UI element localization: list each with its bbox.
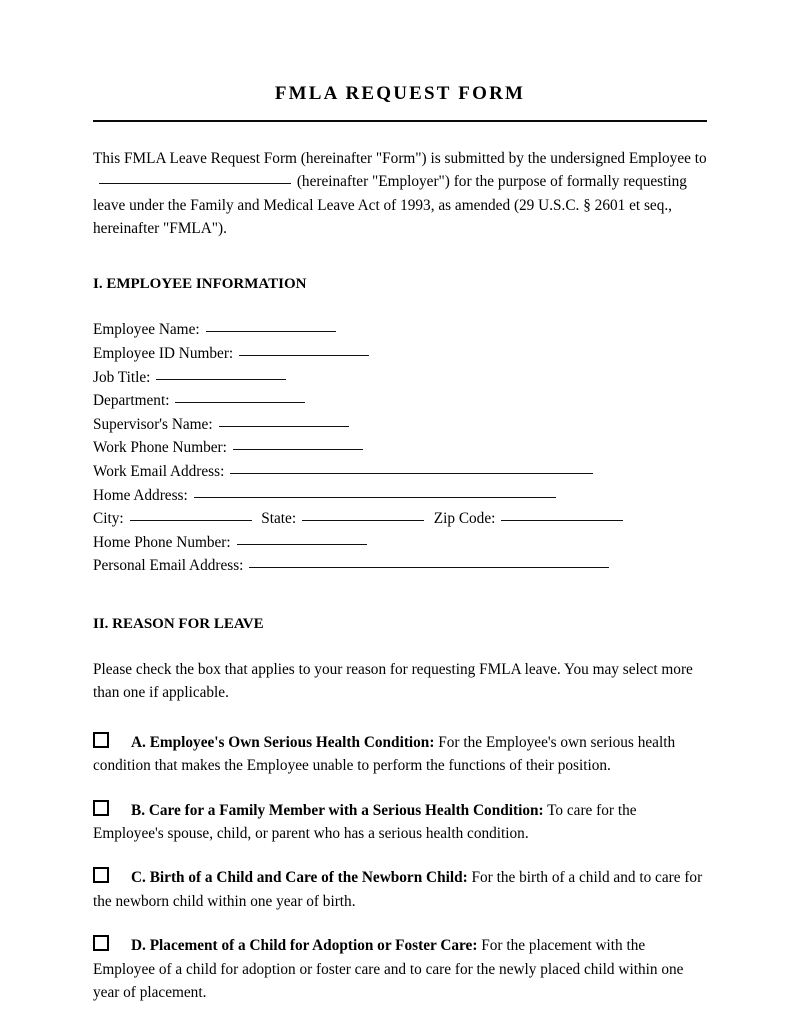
- leave-option-a[interactable]: [93, 731, 707, 778]
- field-blank-department[interactable]: [175, 402, 305, 403]
- reason-instruction-text: Please check the box that applies to your reason for requesting FMLA leave. You may select more than one if applicable.: [93, 660, 693, 702]
- field-blank-work-phone-number[interactable]: [233, 449, 363, 450]
- field-label-employee-id-number: Employee ID Number:: [93, 345, 234, 363]
- field-blank-personal-email-address[interactable]: [249, 567, 609, 568]
- employer-name-blank[interactable]: [99, 183, 291, 184]
- field-blank-zip-code[interactable]: [501, 520, 623, 521]
- field-label-state: State:: [253, 510, 297, 528]
- field-label-personal-email-address: Personal Email Address:: [93, 557, 244, 575]
- employee-information-fields: [93, 318, 707, 578]
- field-row-employee-name: [93, 318, 707, 342]
- field-label-supervisor-s-name: Supervisor's Name:: [93, 415, 213, 433]
- leave-option-b[interactable]: [93, 799, 707, 846]
- document-content: [93, 0, 707, 1004]
- field-row-job-title: [93, 366, 707, 390]
- leave-option-title-b: B. Care for a Family Member with a Serious Health Condition:: [131, 801, 544, 819]
- field-row-city-state-zip: [93, 507, 707, 531]
- field-blank-supervisor-s-name[interactable]: [219, 426, 349, 427]
- leave-option-description-b: To care for the Employee's spouse, child, or parent who has a serious health condition.: [93, 801, 637, 842]
- intro-text-after-blank: (hereinafter "Employer") for the purpose of formally requesting leave under the Family and Medical Leave Act of 1993, as amended (29 U.S.C. § 2601 et seq., hereinafter "FMLA").: [93, 173, 687, 238]
- title-divider: [93, 120, 707, 122]
- field-row-home-phone-number: [93, 531, 707, 555]
- leave-option-title-a: A. Employee's Own Serious Health Condition:: [131, 733, 435, 751]
- leave-option-title-c: C. Birth of a Child and Care of the Newborn Child:: [131, 869, 468, 887]
- leave-option-title-d: D. Placement of a Child for Adoption or Foster Care:: [131, 937, 478, 955]
- field-label-home-phone-number: Home Phone Number:: [93, 533, 231, 551]
- intro-text-before-blank: This FMLA Leave Request Form (hereinafter "Form") is submitted by the undersigned Employee to: [93, 149, 707, 167]
- field-row-supervisor-s-name: [93, 413, 707, 437]
- field-label-work-email-address: Work Email Address:: [93, 462, 225, 480]
- checkbox-b[interactable]: [93, 800, 109, 816]
- field-blank-employee-name[interactable]: [206, 331, 336, 332]
- checkbox-c[interactable]: [93, 867, 109, 883]
- field-row-department: [93, 389, 707, 413]
- leave-option-description-a: For the Employee's own serious health condition that makes the Employee unable to perform the functions of their position.: [93, 733, 676, 775]
- section-heading-employee-information: I. EMPLOYEE INFORMATION: [93, 276, 307, 293]
- field-label-department: Department:: [93, 392, 170, 410]
- intro-paragraph: [93, 147, 707, 241]
- field-label-zip-code: Zip Code:: [426, 510, 496, 528]
- leave-option-d[interactable]: [93, 934, 707, 1004]
- field-label-employee-name: Employee Name:: [93, 321, 200, 339]
- page-title: FMLA REQUEST FORM: [274, 83, 526, 104]
- field-row-personal-email-address: [93, 554, 707, 578]
- field-blank-home-address[interactable]: [194, 497, 556, 498]
- field-blank-state[interactable]: [302, 520, 424, 521]
- leave-reason-options: [93, 731, 707, 1005]
- field-row-home-address: [93, 484, 707, 508]
- leave-option-description-d: For the placement with the Employee of a child for adoption or foster care and to care for the newly placed child within one year of placement.: [93, 937, 684, 1002]
- field-blank-job-title[interactable]: [156, 379, 286, 380]
- field-label-city: City:: [93, 510, 124, 528]
- checkbox-d[interactable]: [93, 935, 109, 951]
- field-blank-employee-id-number[interactable]: [239, 355, 369, 356]
- field-row-work-phone-number: [93, 436, 707, 460]
- field-blank-work-email-address[interactable]: [230, 473, 593, 474]
- field-label-job-title: Job Title:: [93, 368, 151, 386]
- leave-option-c[interactable]: [93, 866, 707, 913]
- checkbox-a[interactable]: [93, 732, 109, 748]
- field-blank-city[interactable]: [130, 520, 252, 521]
- field-row-work-email-address: [93, 460, 707, 484]
- field-blank-home-phone-number[interactable]: [237, 544, 367, 545]
- field-label-home-address: Home Address:: [93, 486, 188, 504]
- field-row-employee-id-number: [93, 342, 707, 366]
- field-label-work-phone-number: Work Phone Number:: [93, 439, 227, 457]
- leave-option-description-c: For the birth of a child and to care for the newborn child within one year of birth.: [93, 869, 703, 910]
- section-heading-reason-for-leave: II. REASON FOR LEAVE: [93, 615, 264, 632]
